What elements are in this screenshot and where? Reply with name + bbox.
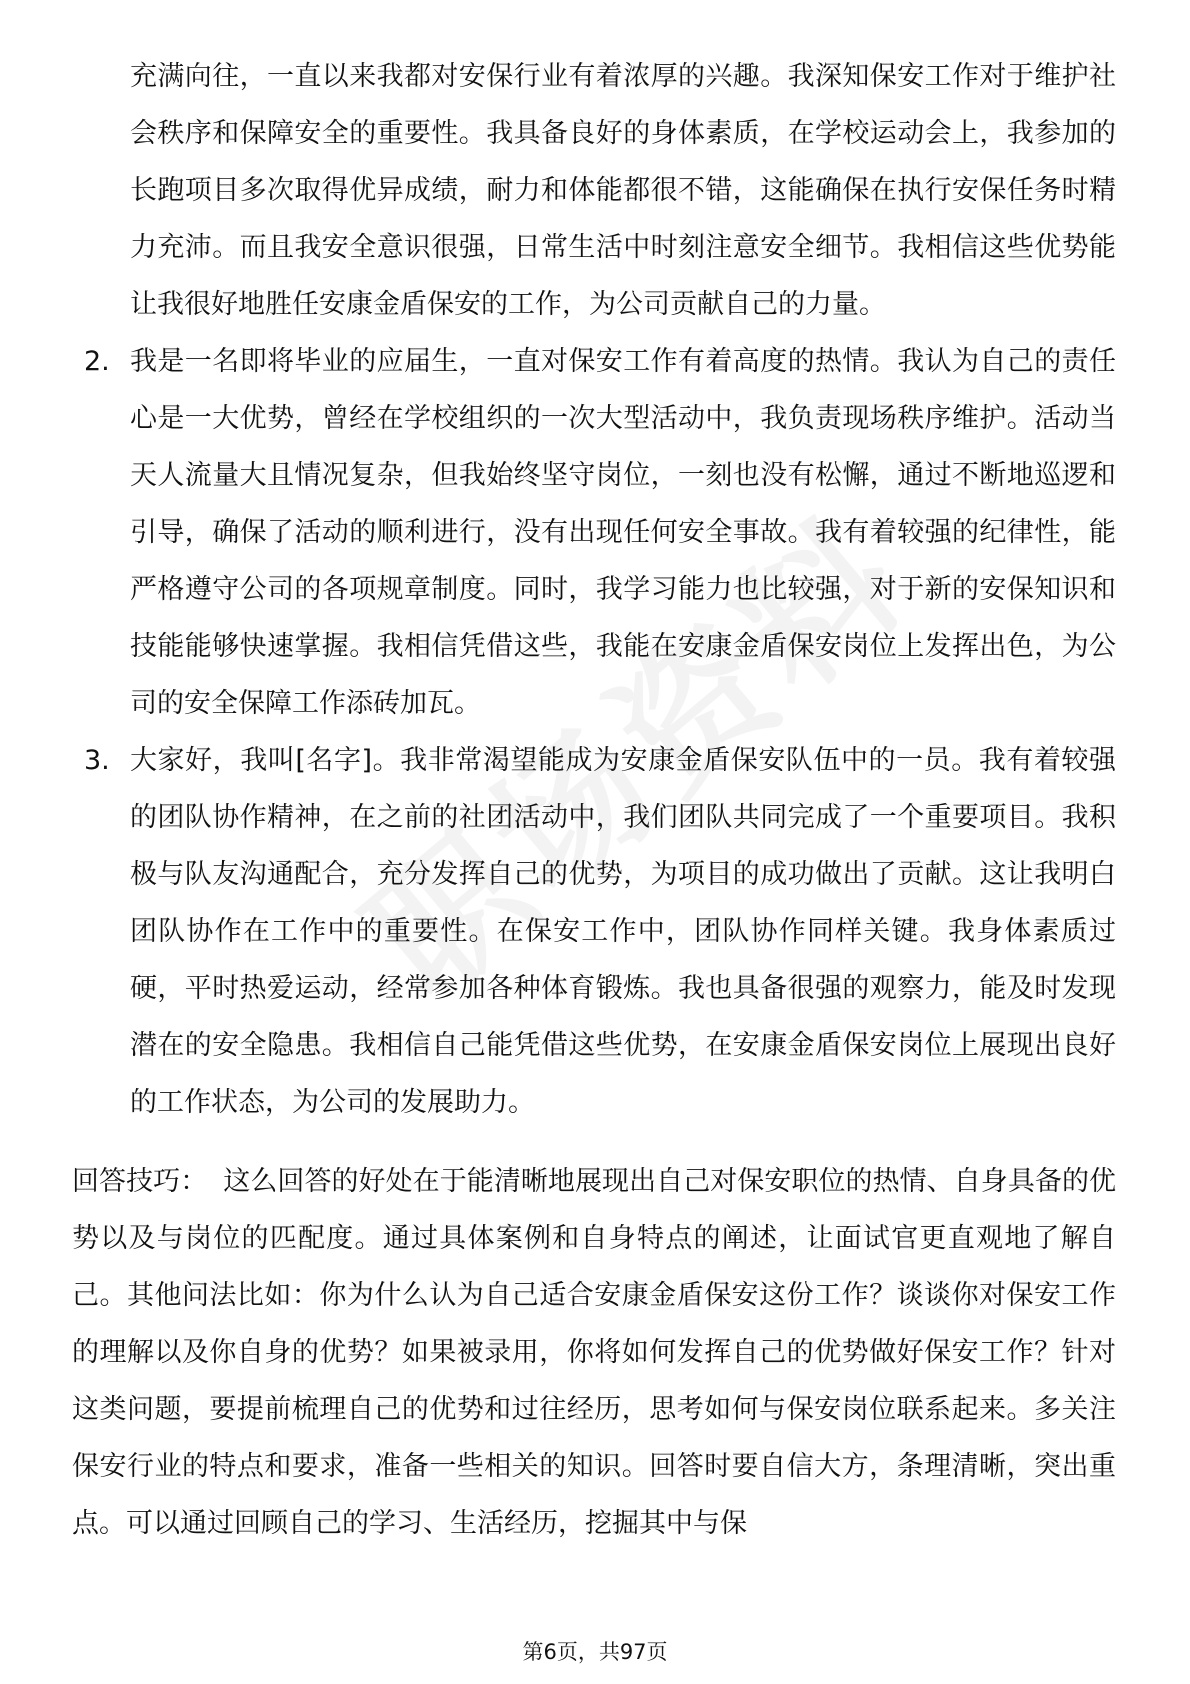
answer-tips-label: 回答技巧： bbox=[72, 1166, 208, 1197]
list-item-text: 大家好，我叫[名字]。我非常渴望能成为安康金盾保安队伍中的一员。我有着较强的团队协作精神，在之前的社团活动中，我们团队共同完成了一个重要项目。我积极与队友沟通配合，充分发挥自己的优势，为项目的成功做出了贡献。这让我明白团队协作在工作中的重要性。在保安工作中，团队协作同样关键。我身体素质过硬，平时热爱运动，经常参加各种体育锻炼。我也具备很强的观察力，能及时发现潜在的安全隐患。我相信自己能凭借这些优势，在安康金盾保安岗位上展现出良好的工作状态，为公司的发展助力。 bbox=[130, 745, 1116, 1118]
continued-answer-paragraph: 充满向往，一直以来我都对安保行业有着浓厚的兴趣。我深知保安工作对于维护社会秩序和保障安全的重要性。我具备良好的身体素质，在学校运动会上，我参加的长跑项目多次取得优异成绩，耐力和体能都很不错，这能确保在执行安保任务时精力充沛。而且我安全意识很强，日常生活中时刻注意安全细节。我相信这些优势能让我很好地胜任安康金盾保安的工作，为公司贡献自己的力量。 bbox=[130, 61, 1116, 320]
list-item-number: 2. bbox=[84, 346, 110, 377]
page-footer: 第6页，共97页 bbox=[522, 1640, 668, 1664]
list-item-number: 3. bbox=[84, 745, 110, 776]
list-item bbox=[72, 732, 1116, 1131]
document-body bbox=[72, 48, 1116, 1552]
list-item bbox=[72, 333, 1116, 732]
answer-tips-text: 这么回答的好处在于能清晰地展现出自己对保安职位的热情、自身具备的优势以及与岗位的匹配度。通过具体案例和自身特点的阐述，让面试官更直观地了解自己。其他问法比如：你为什么认为自己适合安康金盾保安这份工作？谈谈你对保安工作的理解以及你自身的优势？如果被录用，你将如何发挥自己的优势做好保安工作？针对这类问题，要提前梳理自己的优势和过往经历，思考如何与保安岗位联系起来。多关注保安行业的特点和要求，准备一些相关的知识。回答时要自信大方，条理清晰，突出重点。可以通过回顾自己的学习、生活经历，挖掘其中与保 bbox=[72, 1166, 1117, 1539]
list-item-text: 我是一名即将毕业的应届生，一直对保安工作有着高度的热情。我认为自己的责任心是一大优势，曾经在学校组织的一次大型活动中，我负责现场秩序维护。活动当天人流量大且情况复杂，但我始终坚守岗位，一刻也没有松懈，通过不断地巡逻和引导，确保了活动的顺利进行，没有出现任何安全事故。我有着较强的纪律性，能严格遵守公司的各项规章制度。同时，我学习能力也比较强，对于新的安保知识和技能能够快速掌握。我相信凭借这些，我能在安康金盾保安岗位上发挥出色，为公司的安全保障工作添砖加瓦。 bbox=[130, 346, 1116, 719]
answer-tips-paragraph bbox=[72, 1153, 1116, 1552]
